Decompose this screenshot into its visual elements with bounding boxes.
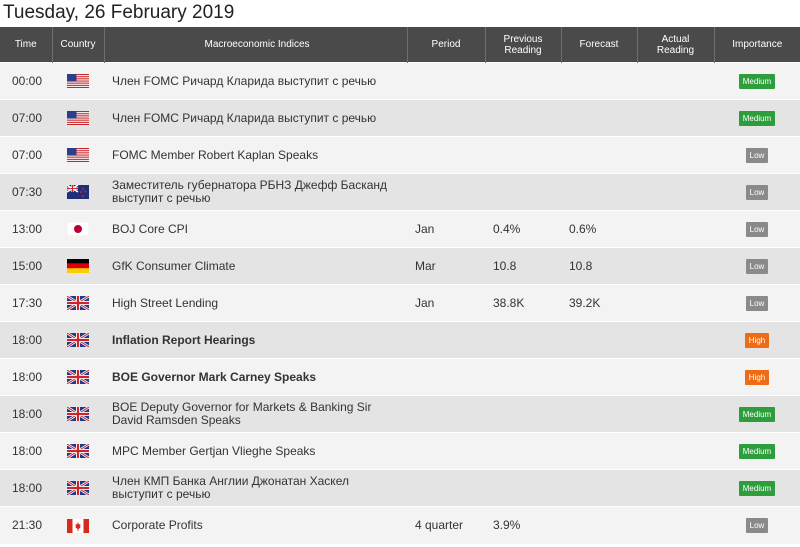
- event-name: GfK Consumer Climate: [104, 248, 407, 285]
- period-value: [407, 174, 485, 211]
- forecast-value: [561, 433, 637, 470]
- table-row: [0, 100, 800, 137]
- period-value: [407, 322, 485, 359]
- actual-value: [637, 322, 714, 359]
- previous-value: [485, 174, 561, 211]
- previous-value: [485, 359, 561, 396]
- actual-value: [637, 396, 714, 433]
- event-name-line: выступит с речью: [112, 191, 211, 205]
- country-cell: [52, 100, 104, 137]
- period-value: 4 quarter: [407, 507, 485, 544]
- actual-value: [637, 470, 714, 507]
- importance-cell: [714, 137, 800, 174]
- actual-value: [637, 248, 714, 285]
- forecast-value: [561, 396, 637, 433]
- importance-badge: Low: [746, 185, 769, 200]
- importance-badge: Medium: [739, 407, 775, 422]
- jp-flag-icon: [67, 222, 89, 236]
- table-header-row: [0, 27, 800, 63]
- event-name: [104, 174, 407, 211]
- event-name: [104, 396, 407, 433]
- event-time: 15:00: [0, 248, 52, 285]
- country-cell: [52, 285, 104, 322]
- event-time: 21:30: [0, 507, 52, 544]
- header-forecast: Forecast: [561, 27, 637, 63]
- header-country: Country: [52, 27, 104, 63]
- country-cell: [52, 63, 104, 100]
- importance-badge: Medium: [739, 481, 775, 496]
- previous-value: [485, 396, 561, 433]
- actual-value: [637, 137, 714, 174]
- previous-value: 10.8: [485, 248, 561, 285]
- importance-cell: [714, 63, 800, 100]
- event-time: 18:00: [0, 433, 52, 470]
- previous-value: [485, 433, 561, 470]
- uk-flag-icon: [67, 444, 89, 458]
- event-name-line: David Ramsden Speaks: [112, 413, 241, 427]
- uk-flag-icon: [67, 407, 89, 421]
- forecast-value: [561, 100, 637, 137]
- table-row: [0, 507, 800, 544]
- actual-value: [637, 63, 714, 100]
- header-indices: Macroeconomic Indices: [104, 27, 407, 63]
- event-time: 00:00: [0, 63, 52, 100]
- event-name-line: Член КМП Банка Англии Джонатан Хаскел: [112, 474, 349, 488]
- importance-cell: [714, 322, 800, 359]
- country-cell: [52, 137, 104, 174]
- event-name-line: Заместитель губернатора РБНЗ Джефф Басканд: [112, 178, 388, 192]
- header-period: Period: [407, 27, 485, 63]
- event-name: MPC Member Gertjan Vlieghe Speaks: [104, 433, 407, 470]
- period-value: [407, 433, 485, 470]
- de-flag-icon: [67, 259, 89, 273]
- event-time: 17:30: [0, 285, 52, 322]
- header-previous: Previous Reading: [485, 27, 561, 63]
- event-name: Inflation Report Hearings: [104, 322, 407, 359]
- previous-value: [485, 63, 561, 100]
- importance-cell: [714, 285, 800, 322]
- country-cell: [52, 433, 104, 470]
- table-row: [0, 433, 800, 470]
- importance-badge: Medium: [739, 444, 775, 459]
- actual-value: [637, 174, 714, 211]
- importance-cell: [714, 359, 800, 396]
- period-value: [407, 359, 485, 396]
- country-cell: [52, 174, 104, 211]
- country-cell: [52, 211, 104, 248]
- previous-value: [485, 137, 561, 174]
- us-flag-icon: [67, 74, 89, 88]
- uk-flag-icon: [67, 296, 89, 310]
- event-name: Член FOMC Ричард Кларида выступит с речью: [104, 63, 407, 100]
- importance-badge: High: [745, 370, 769, 385]
- forecast-value: [561, 470, 637, 507]
- importance-cell: [714, 470, 800, 507]
- uk-flag-icon: [67, 370, 89, 384]
- table-row: [0, 396, 800, 433]
- forecast-value: [561, 507, 637, 544]
- us-flag-icon: [67, 148, 89, 162]
- page-title: Tuesday, 26 February 2019: [3, 2, 235, 23]
- table-row: [0, 211, 800, 248]
- period-value: [407, 63, 485, 100]
- period-value: [407, 137, 485, 174]
- event-time: 13:00: [0, 211, 52, 248]
- uk-flag-icon: [67, 481, 89, 495]
- forecast-value: 0.6%: [561, 211, 637, 248]
- period-value: [407, 100, 485, 137]
- period-value: [407, 470, 485, 507]
- event-name: BOE Governor Mark Carney Speaks: [104, 359, 407, 396]
- event-time: 07:30: [0, 174, 52, 211]
- event-name: FOMC Member Robert Kaplan Speaks: [104, 137, 407, 174]
- header-time: Time: [0, 27, 52, 63]
- event-time: 18:00: [0, 359, 52, 396]
- period-value: Mar: [407, 248, 485, 285]
- previous-value: [485, 100, 561, 137]
- table-row: [0, 137, 800, 174]
- country-cell: [52, 359, 104, 396]
- forecast-value: [561, 63, 637, 100]
- forecast-value: [561, 137, 637, 174]
- forecast-value: 10.8: [561, 248, 637, 285]
- economic-calendar-table: [0, 27, 800, 544]
- importance-cell: [714, 433, 800, 470]
- actual-value: [637, 507, 714, 544]
- importance-cell: [714, 248, 800, 285]
- previous-value: 0.4%: [485, 211, 561, 248]
- forecast-value: [561, 174, 637, 211]
- table-row: [0, 470, 800, 507]
- importance-cell: [714, 174, 800, 211]
- header-importance: Importance: [714, 27, 800, 63]
- importance-badge: Low: [746, 518, 769, 533]
- event-name: High Street Lending: [104, 285, 407, 322]
- us-flag-icon: [67, 111, 89, 125]
- previous-value: 3.9%: [485, 507, 561, 544]
- event-name: BOJ Core CPI: [104, 211, 407, 248]
- event-name-line: BOE Deputy Governor for Markets & Banking Sir: [112, 400, 372, 414]
- header-actual: Actual Reading: [637, 27, 714, 63]
- table-row: [0, 174, 800, 211]
- event-name: Corporate Profits: [104, 507, 407, 544]
- forecast-value: 39.2K: [561, 285, 637, 322]
- importance-badge: High: [745, 333, 769, 348]
- country-cell: [52, 470, 104, 507]
- previous-value: [485, 322, 561, 359]
- event-time: 18:00: [0, 396, 52, 433]
- importance-cell: [714, 211, 800, 248]
- importance-cell: [714, 507, 800, 544]
- table-row: [0, 322, 800, 359]
- forecast-value: [561, 359, 637, 396]
- event-time: 18:00: [0, 470, 52, 507]
- country-cell: [52, 248, 104, 285]
- country-cell: [52, 507, 104, 544]
- previous-value: 38.8K: [485, 285, 561, 322]
- actual-value: [637, 100, 714, 137]
- country-cell: [52, 396, 104, 433]
- importance-badge: Medium: [739, 111, 775, 126]
- period-value: [407, 396, 485, 433]
- actual-value: [637, 359, 714, 396]
- table-row: [0, 248, 800, 285]
- ca-flag-icon: [67, 519, 89, 533]
- event-name: [104, 470, 407, 507]
- nz-flag-icon: [67, 185, 89, 199]
- uk-flag-icon: [67, 333, 89, 347]
- period-value: Jan: [407, 211, 485, 248]
- actual-value: [637, 285, 714, 322]
- importance-badge: Low: [746, 148, 769, 163]
- importance-cell: [714, 100, 800, 137]
- importance-badge: Low: [746, 222, 769, 237]
- event-time: 18:00: [0, 322, 52, 359]
- table-row: [0, 63, 800, 100]
- actual-value: [637, 433, 714, 470]
- event-name-line: выступит с речью: [112, 487, 211, 501]
- forecast-value: [561, 322, 637, 359]
- importance-badge: Medium: [739, 74, 775, 89]
- event-time: 07:00: [0, 137, 52, 174]
- importance-badge: Low: [746, 296, 769, 311]
- period-value: Jan: [407, 285, 485, 322]
- actual-value: [637, 211, 714, 248]
- event-time: 07:00: [0, 100, 52, 137]
- importance-cell: [714, 396, 800, 433]
- previous-value: [485, 470, 561, 507]
- country-cell: [52, 322, 104, 359]
- table-row: [0, 359, 800, 396]
- event-name: Член FOMC Ричард Кларида выступит с речью: [104, 100, 407, 137]
- importance-badge: Low: [746, 259, 769, 274]
- table-row: [0, 285, 800, 322]
